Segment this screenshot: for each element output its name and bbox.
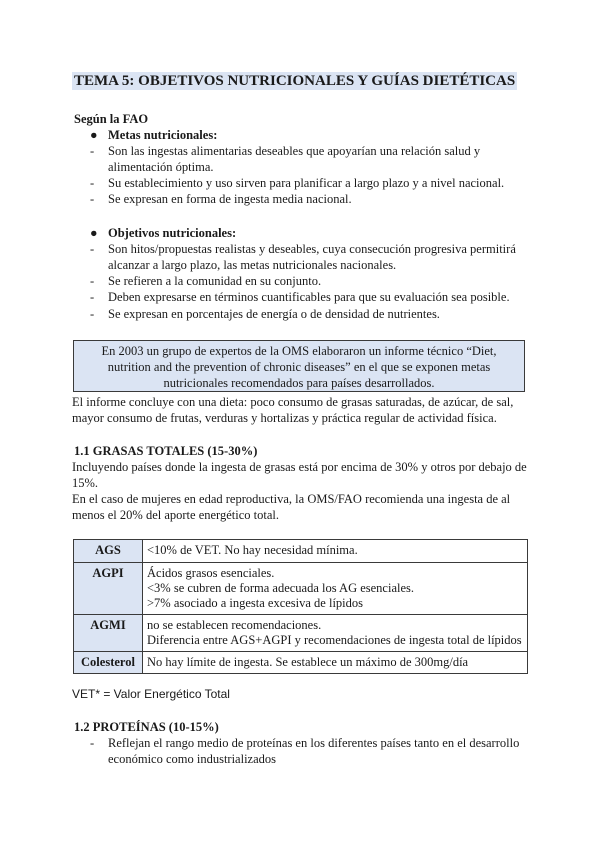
table-value-line: <10% de VET. No hay necesidad mínima.	[147, 543, 358, 557]
table-value-line: Diferencia entre AGS+AGPI y recomendaciones de ingesta total de lípidos	[147, 633, 522, 647]
grasas-paragraph-1: Incluyendo países donde la ingesta de grasas está por encima de 30% y otros por debajo de 15%.	[72, 460, 527, 490]
table-value-cell	[143, 540, 528, 563]
objetivos-item-text: Se expresan en porcentajes de energía o de densidad de nutrientes.	[108, 307, 440, 321]
table-value-line: Ácidos grasos esenciales.	[147, 566, 275, 580]
bullet-icon: ●	[90, 226, 98, 240]
metas-item-text: Son las ingestas alimentarias deseables que apoyarían una relación salud y alimentación óptima.	[108, 144, 481, 174]
objetivos-item	[90, 306, 530, 322]
table-row	[74, 652, 528, 674]
table-value-line: >7% asociado a ingesta excesiva de lípidos	[147, 596, 364, 610]
dash-icon: -	[90, 736, 95, 750]
table-row	[74, 615, 528, 652]
objetivos-heading	[90, 225, 236, 241]
metas-item	[90, 191, 530, 207]
metas-item-text: Su establecimiento y uso sirven para planificar a largo plazo y a nivel nacional.	[108, 176, 505, 190]
table-key-cell: AGS	[74, 540, 143, 563]
objetivos-label: Objetivos nutricionales:	[108, 226, 237, 240]
dash-icon: -	[90, 307, 95, 321]
dash-icon: -	[90, 192, 95, 206]
proteinas-heading: 1.2 PROTEÍNAS (10-15%)	[74, 720, 219, 734]
metas-item	[90, 175, 530, 191]
table-value-line: <3% se cubren de forma adecuada los AG esenciales.	[147, 581, 415, 595]
dash-icon: -	[90, 144, 95, 158]
proteinas-item-text: Reflejan el rango medio de proteínas en los diferentes países tanto en el desarrollo económico como industrializados	[108, 736, 520, 766]
table-row	[74, 540, 528, 563]
dash-icon: -	[90, 290, 95, 304]
table-value-line: no se establecen recomendaciones.	[147, 618, 322, 632]
conclusion-paragraph: El informe concluye con una dieta: poco consumo de grasas saturadas, de azúcar, de sal, mayor consumo de frutas, verduras y hortalizas y práctica regular de actividad física.	[72, 395, 514, 425]
table-value-cell	[143, 652, 528, 674]
objetivos-item-text: Deben expresarse en términos cuantificables para que su evaluación sea posible.	[108, 290, 510, 304]
grasas-heading: 1.1 GRASAS TOTALES (15-30%)	[74, 444, 258, 458]
metas-label: Metas nutricionales:	[108, 128, 218, 142]
proteinas-item	[90, 735, 530, 767]
metas-heading	[90, 127, 217, 143]
table-value-line: No hay límite de ingesta. Se establece un máximo de 300mg/día	[147, 655, 469, 669]
table-value-cell	[143, 615, 528, 652]
table-key-cell: Colesterol	[74, 652, 143, 674]
table-row	[74, 563, 528, 615]
fao-heading: Según la FAO	[74, 112, 149, 126]
objetivos-item	[90, 289, 530, 305]
page-title: TEMA 5: OBJETIVOS NUTRICIONALES Y GUÍAS DIETÉTICAS	[74, 73, 516, 89]
metas-item	[90, 143, 530, 175]
vet-footnote: VET* = Valor Energético Total	[72, 687, 230, 701]
metas-item-text: Se expresan en forma de ingesta media nacional.	[108, 192, 352, 206]
table-key-cell: AGMI	[74, 615, 143, 652]
objetivos-item	[90, 273, 530, 289]
objetivos-item	[90, 241, 530, 273]
oms-note-box: En 2003 un grupo de expertos de la OMS elaboraron un informe técnico “Diet, nutrition and the prevention of chronic diseases” en el que se exponen metas nutricionales recomendados para países desarrollados.	[73, 340, 525, 392]
fat-recommendations-table	[73, 539, 528, 674]
objetivos-item-text: Son hitos/propuestas realistas y deseables, cuya consecución progresiva permitirá alcanzar a largo plazo, las metas nutricionales nacionales.	[108, 242, 516, 272]
dash-icon: -	[90, 176, 95, 190]
table-value-cell	[143, 563, 528, 615]
dash-icon: -	[90, 274, 95, 288]
grasas-paragraph-2: En el caso de mujeres en edad reproductiva, la OMS/FAO recomienda una ingesta de al menos el 20% del aporte energético total.	[72, 492, 511, 522]
bullet-icon: ●	[90, 128, 98, 142]
objetivos-item-text: Se refieren a la comunidad en su conjunto.	[108, 274, 322, 288]
dash-icon: -	[90, 242, 95, 256]
table-key-cell: AGPI	[74, 563, 143, 615]
